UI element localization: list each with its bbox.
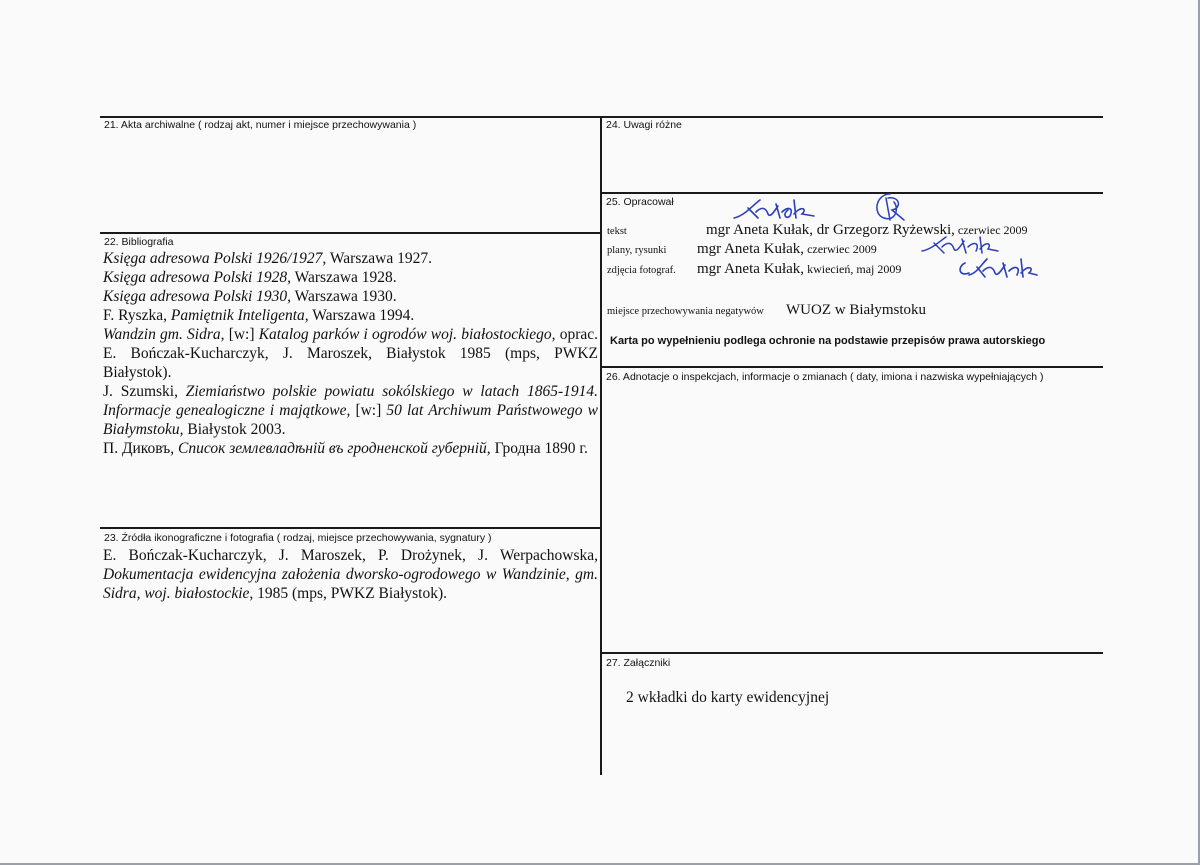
rule-23-top [100,527,602,529]
section-24-label: 24. Uwagi różne [606,119,682,131]
rule-22-top [100,232,602,234]
bibliography-entry: Księga adresowa Polski 1930, Warszawa 1930. [103,288,397,305]
rule-27-top [600,652,1103,654]
section-25-label: 25. Opracował [606,196,674,208]
negatives-key: miejsce przechowywania negatywów [607,306,764,317]
section-26-label: 26. Adnotacje o inspekcjach, informacje o zmianach ( daty, imiona i nazwiska wypełniających ) [606,371,1044,383]
signature-kulak-1 [730,196,822,224]
section-22-label: 22. Bibliografia [104,236,174,248]
section-21-label: 21. Akta archiwalne ( rodzaj akt, numer i miejsce przechowywania ) [104,119,417,131]
signature-kulak-2 [920,233,1000,257]
author-row-value: mgr Aneta Kułak, kwiecień, maj 2009 [697,261,902,277]
bibliography-entry: F. Ryszka, Pamiętnik Inteligenta, Warszawa 1994. [103,307,415,324]
negatives-value: WUOZ w Białymstoku [786,302,926,318]
section-27-label: 27. Załączniki [606,657,671,669]
copyright-note: Karta po wypełnieniu podlega ochronie na podstawie przepisów prawa autorskiego [610,335,1046,347]
bibliography-entry: Wandzin gm. Sidra, [w:] Katalog parków i ogrodów woj. białostockiego, oprac. E. Bończak-Kucharczyk, J. Maroszek, Białystok 1985 (mps, PWKZ Białystok). [103,326,599,381]
author-row-key: tekst [607,226,627,237]
column-divider [600,117,602,775]
signature-initials [866,190,912,226]
bibliography-entry: Księga adresowa Polski 1926/1927, Warszawa 1927. [103,250,432,267]
attachments-value: 2 wkładki do karty ewidencyjnej [626,689,830,706]
author-row-value: mgr Aneta Kułak, czerwiec 2009 [697,241,877,257]
iconography-text: E. Bończak-Kucharczyk, J. Maroszek, P. Drożynek, J. Werpachowska, Dokumentacja ewidencyjna założenia dworsko-ogrodowego w Wandzinie, gm. Sidra, woj. białostockie, 1985 (mps, PWKZ Białystok). [103,547,598,602]
author-row-value: mgr Aneta Kułak, dr Grzegorz Ryżewski, czerwiec 2009 [706,222,1028,238]
signature-kulak-3 [955,255,1039,281]
bibliography-entry: Księga adresowa Polski 1928, Warszawa 1928. [103,269,397,286]
bibliography-entry: J. Szumski, Ziemiaństwo polskie powiatu sokólskiego w latach 1865-1914. Informacje genealogiczne i majątkowe, [w:] 50 lat Archiwum Państwowego w Białymstoku, Białystok 2003. [103,383,598,438]
author-row-key: zdjęcia fotograf. [607,265,676,276]
bibliography-entry: П. Диковъ, Список землевладѣній въ гродненской губерній, Гродна 1890 г. [103,440,588,457]
bibliography-list [103,249,598,458]
rule-21-top [100,116,602,118]
rule-24-top [600,116,1103,118]
section-23-label: 23. Źródła ikonograficzne i fotografia ( rodzaj, miejsce przechowywania, sygnatury ) [104,532,492,544]
rule-26-top [600,366,1103,368]
author-row-key: plany, rysunki [607,245,667,256]
rule-25-top [600,192,1103,194]
